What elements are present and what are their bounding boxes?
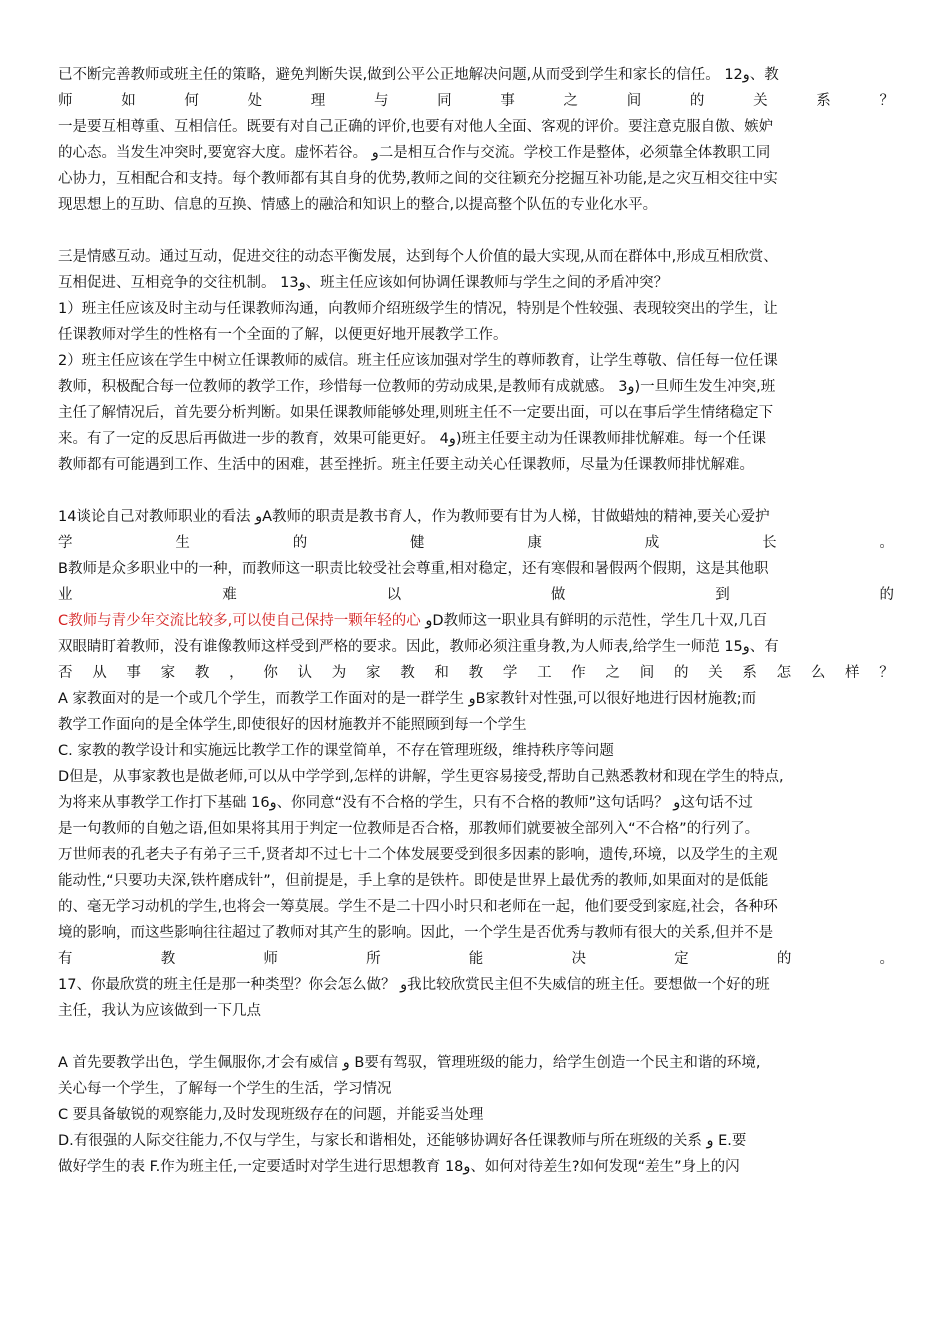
justified-char: 教: [400, 665, 415, 681]
justified-char: 事: [126, 665, 141, 681]
justified-char: ？: [879, 93, 894, 109]
justified-char: 间: [626, 93, 642, 109]
justified-char: 师: [58, 93, 73, 109]
justified-char: 康: [527, 535, 542, 551]
text-line: [58, 790, 894, 816]
justified-char: 决: [571, 951, 586, 967]
justified-text-line: [58, 88, 894, 114]
justified-char: 做: [550, 587, 566, 603]
justified-char: 家: [365, 665, 381, 681]
justified-char: 与: [373, 93, 389, 109]
justified-char: 从: [92, 665, 107, 681]
line-text: 现思想上的互助、信息的互换、情感上的融洽和知识上的整合,以提高整个队伍的专业化水平。: [58, 197, 658, 213]
justified-text-line: [58, 946, 894, 972]
line-text: 万世师表的孔老夫子有弟子三千,贤者却不过七十二个体发展要受到很多因素的影响，遗传,环境，以及学生的主观: [58, 847, 778, 863]
justified-char: 。: [879, 951, 894, 967]
text-line: [58, 764, 894, 790]
line-text: 1）班主任应该及时主动与任课教师沟通，向教师介绍班级学生的情况，特别是个性较强、表现较突出的学生，让: [58, 301, 778, 317]
justified-char: 间: [639, 665, 655, 681]
text-line: [58, 166, 894, 192]
line-text: 能动性,“只要功夫深,铁杵磨成针”，但前提是，手上拿的是铁杵。即使是世界上最优秀的教师,如果面对的是低能: [58, 873, 769, 889]
paragraph: [58, 62, 894, 218]
justified-char: 学: [502, 665, 518, 681]
justified-char: ，: [229, 665, 244, 681]
text-line: [58, 374, 894, 400]
justified-char: 之: [605, 665, 620, 681]
text-line: [58, 972, 894, 998]
justified-char: 能: [468, 951, 484, 967]
justified-char: 认: [297, 665, 313, 681]
line-text: 境的影响，而这些影响往往超过了教师对其产生的影响。因此，一个学生是否优秀与教师有很大的关系,但并不是: [58, 925, 774, 941]
justified-char: 的: [879, 587, 894, 603]
justified-char: 的: [776, 951, 792, 967]
line-text: 三是情感互动。通过互动，促进交往的动态平衡发展，达到每个人价值的最大实现,从而在群体中,形成互相欣赏、: [58, 249, 778, 265]
text-line: [58, 140, 894, 166]
text-line: [58, 400, 894, 426]
line-text: 2）班主任应该在学生中树立任课教师的威信。班主任应该加强对学生的尊师教育，让学生尊敬、信任每一位任课: [58, 353, 778, 369]
text-line: [58, 270, 894, 296]
justified-char: 为: [331, 665, 347, 681]
justified-text-line: [58, 660, 894, 686]
line-text: 的心态。当发生冲突时,要宽容大度。虚怀若谷。 و二是相互合作与交流。学校工作是整体，必须靠全体教职工同: [58, 145, 771, 161]
line-text: 主任，我认为应该做到一下几点: [58, 1003, 261, 1019]
line-text: 心协力，互相配合和支持。每个教师都有其自身的优势,教师之间的交往颖充分挖掘互补功能,是之灾互相交往中实: [58, 171, 778, 187]
justified-char: 否: [58, 665, 73, 681]
document-body: [58, 62, 894, 1180]
justified-char: 你: [263, 665, 278, 681]
text-line: [58, 1154, 894, 1180]
justified-char: 关: [753, 93, 768, 109]
justified-char: 定: [674, 951, 689, 967]
paragraph-gap: [58, 1024, 894, 1050]
justified-char: 理: [310, 93, 326, 109]
text-line: [58, 868, 894, 894]
justified-char: 系: [742, 665, 757, 681]
justified-char: ？: [879, 665, 894, 681]
justified-char: 师: [263, 951, 278, 967]
line-text: 关心每一个学生，了解每一个学生的生活，学习情况: [58, 1081, 392, 1097]
justified-char: 么: [810, 665, 826, 681]
line-text: B教师是众多职业中的一种，而教师这一职责比较受社会尊重,相对稳定，还有寒假和暑假两个假期，这是其他职: [58, 561, 769, 577]
justified-char: 到: [715, 587, 730, 603]
text-line: [58, 556, 894, 582]
text-line: [58, 296, 894, 322]
line-text: 是一句教师的自勉之语,但如果将其用于判定一位教师是否合格，那教师们就要被全部列入“不合格”的行列了。: [58, 821, 760, 837]
justified-char: 健: [410, 535, 425, 551]
justified-char: 系: [816, 93, 831, 109]
text-line: [58, 504, 894, 530]
line-text: 教学工作面向的是全体学生,即使很好的因材施教并不能照顾到每一个学生: [58, 717, 527, 733]
line-text: 双眼睛盯着教师，没有谁像教师这样受到严格的要求。因此，教师必须注重身教,为人师表,给学生一师范 15و、有: [58, 639, 779, 655]
text-line: [58, 1102, 894, 1128]
justified-char: 怎: [776, 665, 792, 681]
line-text: 教师都有可能遇到工作、生活中的困难，甚至挫折。班主任要主动关心任课教师，尽量为任课教师排忧解难。: [58, 457, 754, 473]
line-text: 的、毫无学习动机的学生,也将会一筹莫展。学生不是二十四小时只和老师在一起，他们要受到家庭,社会，各种环: [58, 899, 778, 915]
justified-char: 作: [571, 665, 586, 681]
text-line: [58, 322, 894, 348]
line-text: C. 家教的教学设计和实施远比教学工作的课堂简单，不存在管理班级，维持秩序等问题: [58, 743, 614, 759]
line-text: A 首先要教学出色，学生佩服你,才会有威信 و B要有驾驭，管理班级的能力，给学生创造一个民主和谐的环境,: [58, 1055, 761, 1071]
text-line: [58, 1050, 894, 1076]
justified-char: 的: [689, 93, 705, 109]
justified-char: 学: [58, 535, 73, 551]
text-line: [58, 1128, 894, 1154]
justified-char: 工: [537, 665, 552, 681]
text-line: [58, 1076, 894, 1102]
line-text: 互相促进、互相竞争的交往机制。 13و、班主任应该如何协调任课教师与学生之间的矛盾冲突？: [58, 275, 669, 291]
justified-char: 事: [500, 93, 515, 109]
justified-char: 如: [121, 93, 136, 109]
line-text: 来。有了一定的反思后再做进一步的教育，效果可能更好。 4و)班主任要主动为任课教师排忧解难。每一个任课: [58, 431, 767, 447]
justified-char: 的: [673, 665, 689, 681]
text-line: [58, 842, 894, 868]
justified-char: 的: [292, 535, 308, 551]
line-text: D.有很强的人际交往能力,不仅与学生，与家长和谐相处，还能够协调好各任课教师与所在班级的关系 و E.要: [58, 1133, 747, 1149]
text-line: [58, 920, 894, 946]
line-text: 主任了解情况后，首先要分析判断。如果任课教师能够处理,则班主任不一定要出面，可以在事后学生情绪稳定下: [58, 405, 774, 421]
justified-char: 成: [644, 535, 660, 551]
justified-char: 生: [175, 535, 190, 551]
paragraph: [58, 1050, 894, 1180]
line-text: 14谈论自己对教师职业的看法 وA教师的职责是教书育人，作为教师要有甘为人梯，甘做蜡烛的精神,要关心爱护: [58, 509, 770, 525]
justified-char: 以: [386, 587, 402, 603]
justified-char: 难: [222, 587, 237, 603]
justified-char: 之: [563, 93, 578, 109]
paragraph-gap: [58, 218, 894, 244]
text-line: [58, 738, 894, 764]
justified-text-line: [58, 582, 894, 608]
line-text: 17、你最欣赏的班主任是那一种类型？你会怎么做？ و我比较欣赏民主但不失威信的班主任。要想做一个好的班: [58, 977, 770, 993]
highlighted-text: C教师与青少年交流比较多,可以使自己保持一颗年轻的心: [58, 613, 421, 629]
line-text: 做好学生的表 F.作为班主任,一定要适时对学生进行思想教育 18و、如何对待差生?如何发现“差生”身上的闪: [58, 1159, 740, 1175]
text-line: [58, 634, 894, 660]
line-text: 一是要互相尊重、互相信任。既要有对自己正确的评价,也要有对他人全面、客观的评价。要注意克服自傲、嫉妒: [58, 119, 774, 135]
text-line: [58, 686, 894, 712]
justified-char: 同: [437, 93, 452, 109]
line-text: D但是，从事家教也是做老师,可以从中学学到,怎样的讲解，学生更容易接受,帮助自己熟悉教材和现在学生的特点,: [58, 769, 784, 785]
justified-char: 家: [160, 665, 176, 681]
text-line: [58, 894, 894, 920]
paragraph: [58, 244, 894, 478]
justified-char: 何: [184, 93, 199, 109]
justified-char: 处: [247, 93, 263, 109]
line-text: 已不断完善教师或班主任的策略，避免判断失误,做到公平公正地解决问题,从而受到学生和家长的信任。 12و、教: [58, 67, 779, 83]
text-line: [58, 348, 894, 374]
paragraph: [58, 504, 894, 1024]
line-text: A 家教面对的是一个或几个学生，而教学工作面对的是一群学生 وB家教针对性强,可以很好地进行因材施教;而: [58, 691, 757, 707]
text-line: [58, 816, 894, 842]
justified-char: 教: [194, 665, 210, 681]
line-text: 为将来从事教学工作打下基础 16و、你同意“没有不合格的学生，只有不合格的教师”这句话吗？ و这句话不过: [58, 795, 753, 811]
justified-text-line: [58, 530, 894, 556]
line-text: وD教师这一职业具有鲜明的示范性，学生几十双,几百: [420, 613, 768, 629]
line-text: 任课教师对学生的性格有一个全面的了解，以便更好地开展教学工作。: [58, 327, 508, 343]
paragraph-gap: [58, 478, 894, 504]
text-line: [58, 192, 894, 218]
justified-char: 有: [58, 951, 73, 967]
justified-char: 和: [434, 665, 449, 681]
line-text: 教师，积极配合每一位教师的教学工作，珍惜每一位教师的劳动成果,是教师有成就感。 3و)一旦师生发生冲突,班: [58, 379, 776, 395]
justified-char: 样: [845, 665, 860, 681]
text-line: [58, 244, 894, 270]
text-line: [58, 114, 894, 140]
justified-char: 业: [58, 587, 73, 603]
justified-char: 所: [366, 951, 381, 967]
line-text: C 要具备敏锐的观察能力,及时发现班级存在的问题，并能妥当处理: [58, 1107, 484, 1123]
text-line: [58, 608, 894, 634]
justified-char: 。: [879, 535, 894, 551]
justified-char: 长: [762, 535, 777, 551]
text-line: [58, 998, 894, 1024]
text-line: [58, 426, 894, 452]
text-line: [58, 452, 894, 478]
justified-char: 教: [468, 665, 484, 681]
justified-char: 教: [160, 951, 176, 967]
text-line: [58, 712, 894, 738]
text-line: [58, 62, 894, 88]
justified-char: 关: [708, 665, 723, 681]
